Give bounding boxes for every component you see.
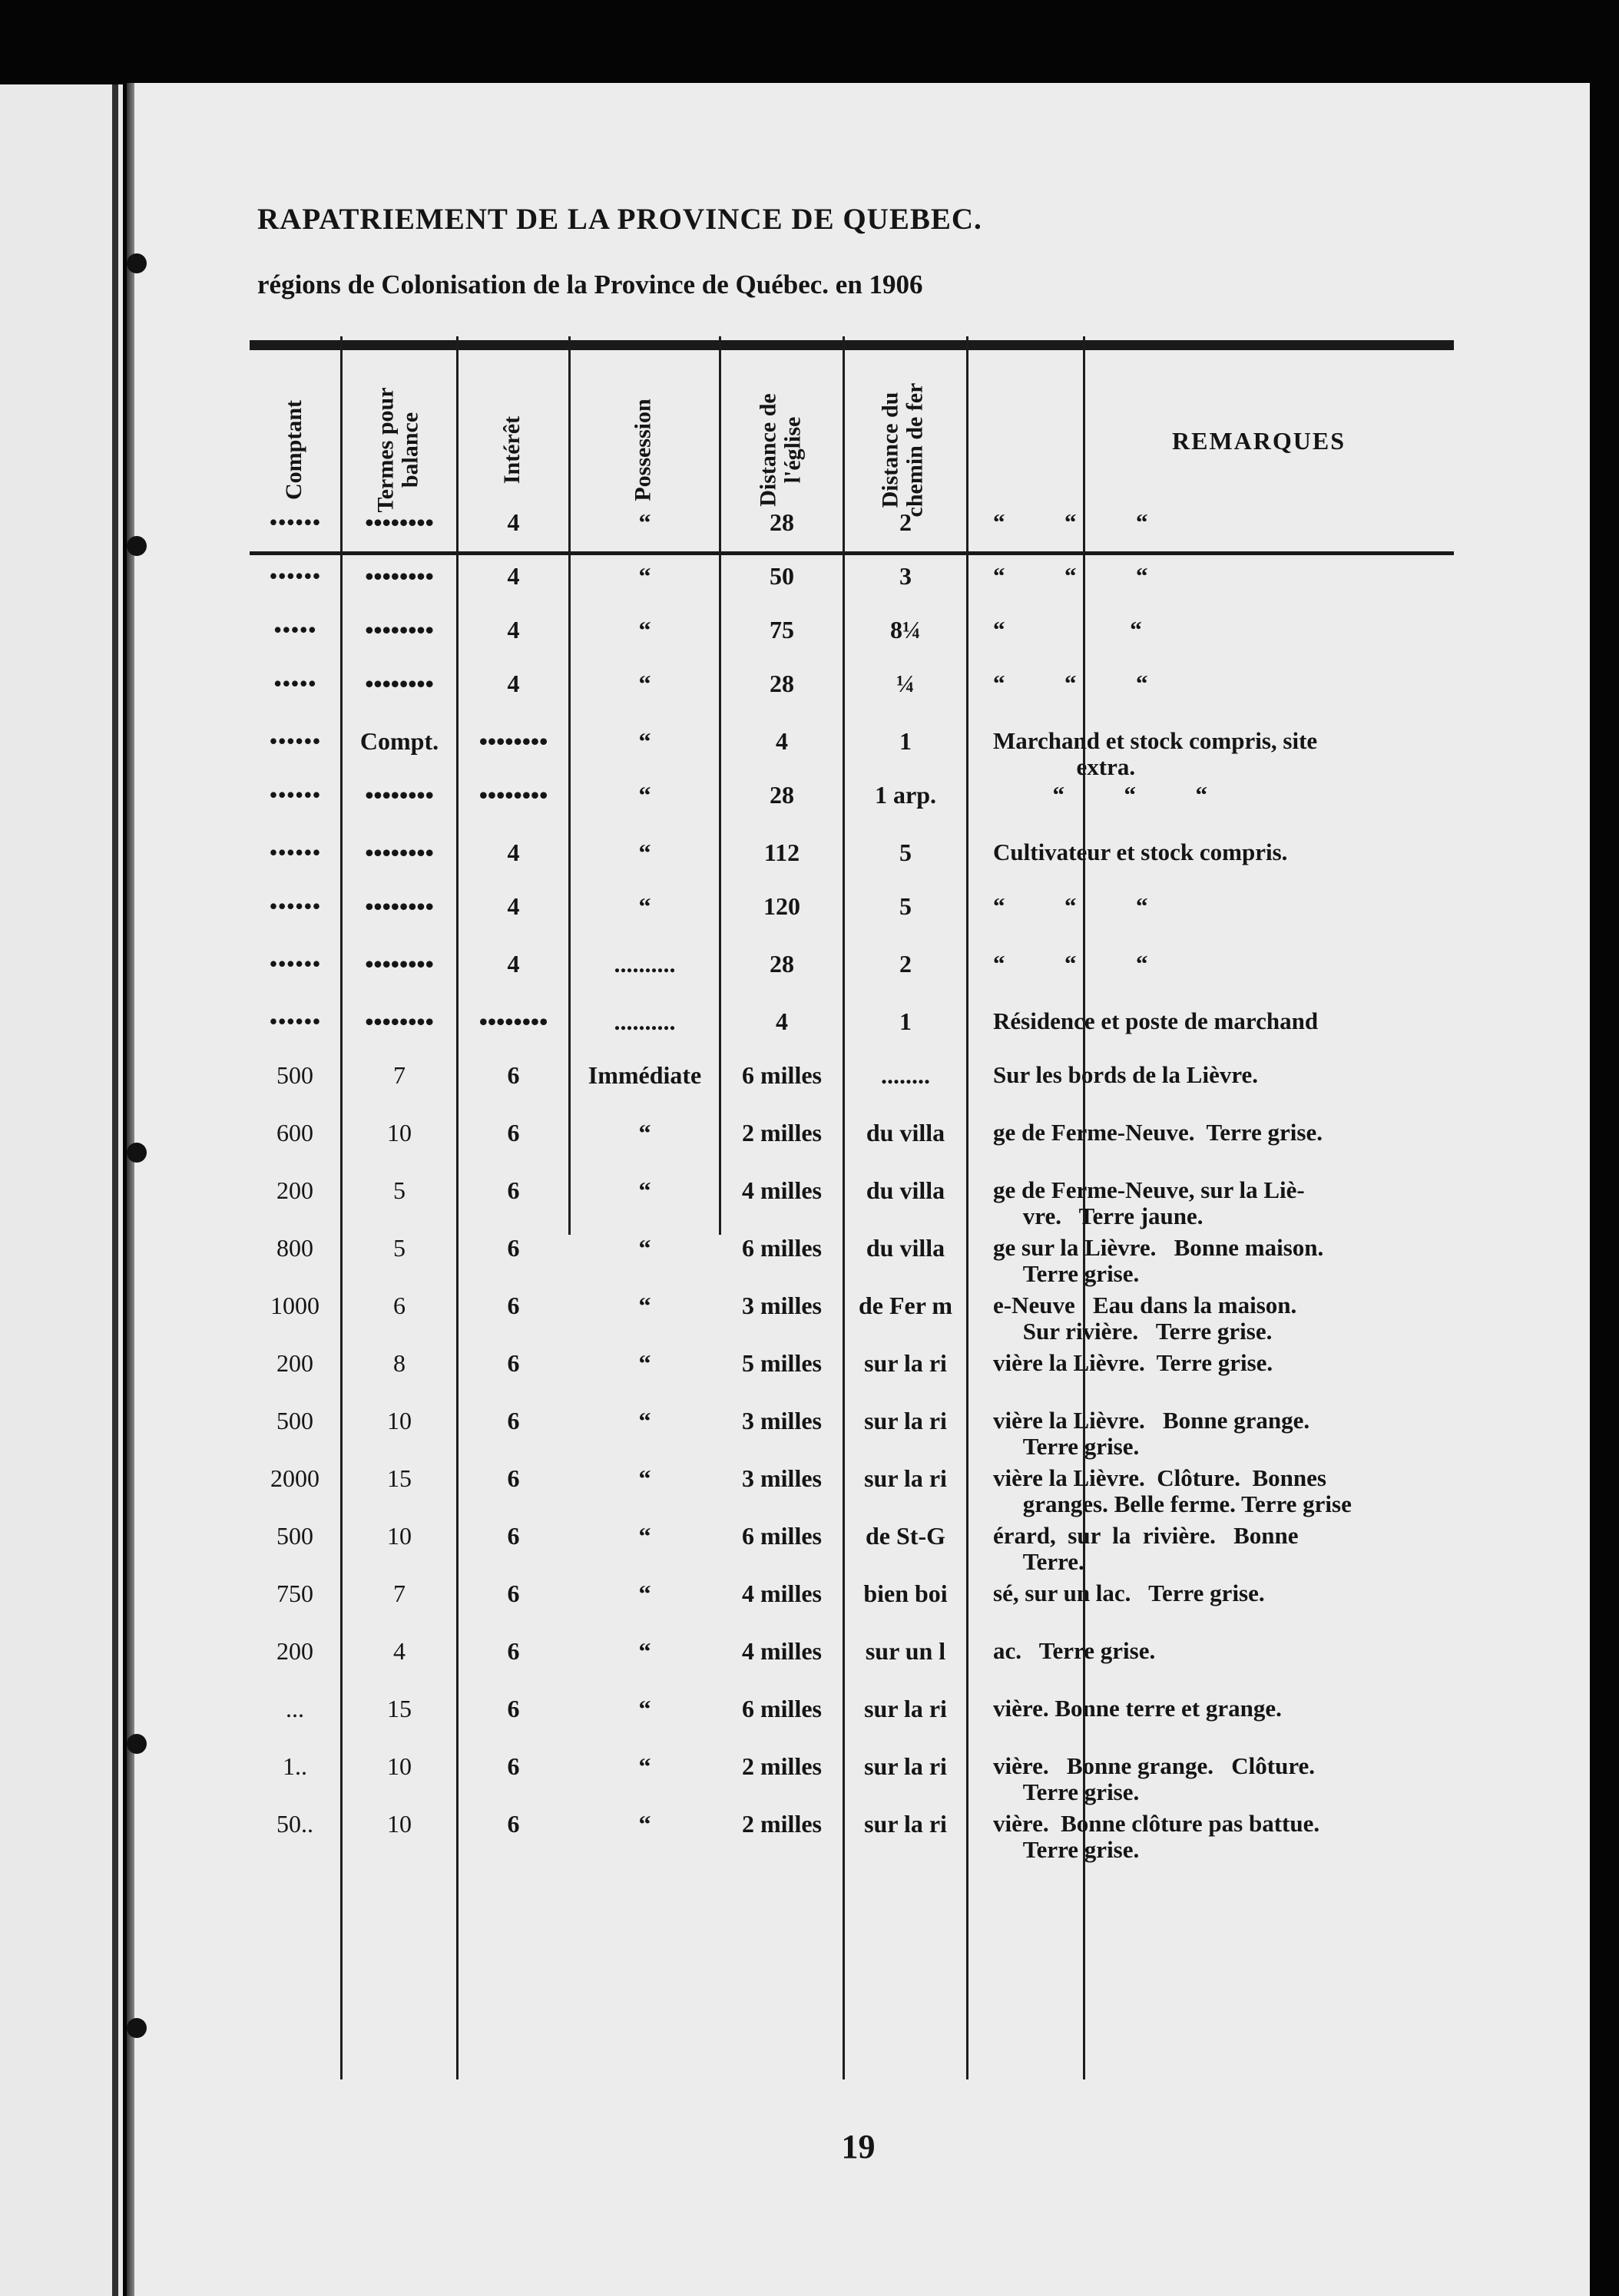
- table-cell-possession: “: [638, 508, 651, 536]
- table-cell-interet: 6: [507, 1464, 520, 1492]
- table-cell-interet: 6: [507, 1522, 520, 1550]
- table-cell-possession: “: [638, 727, 651, 755]
- binding-hole: [127, 253, 147, 273]
- table-cell-remarques: “ “ “: [993, 781, 1207, 808]
- table-cell-fer: du villa: [866, 1119, 945, 1146]
- table-cell-comptant: 1..: [283, 1752, 307, 1780]
- table-cell-remarques: Sur les bords de la Lièvre.: [993, 1061, 1259, 1088]
- table-cell-comptant: 200: [276, 1637, 313, 1665]
- table-cell-remarques: Résidence et poste de marchand: [993, 1007, 1319, 1034]
- document-page: [127, 83, 1590, 2296]
- table-cell-comptant: 500: [276, 1407, 313, 1434]
- table-cell-comptant: ••••••: [269, 839, 321, 866]
- table-cell-termes: ••••••••: [365, 1007, 434, 1035]
- table-cell-remarques: “ “ “: [993, 950, 1148, 977]
- table-cell-fer: bien boi: [863, 1580, 948, 1607]
- table-cell-remarques: vière. Bonne grange. Clôture. Terre grise.: [993, 1752, 1316, 1805]
- table-cell-eglise: 75: [770, 616, 794, 643]
- table-cell-interet: 6: [507, 1349, 520, 1377]
- table-cell-fer: 2: [899, 950, 912, 978]
- page-number: 19: [841, 2128, 876, 2165]
- column-header-label: Distance de l'église: [755, 393, 806, 507]
- table-cell-eglise: 2 milles: [742, 1752, 822, 1780]
- table-cell-fer: de St-G: [866, 1522, 945, 1550]
- table-cell-possession: “: [638, 1349, 651, 1377]
- table-cell-remarques: “ “ “: [993, 892, 1148, 919]
- table-cell-comptant: 200: [276, 1176, 313, 1204]
- table-cell-eglise: 6 milles: [742, 1234, 822, 1262]
- table-cell-fer: sur la ri: [864, 1464, 947, 1492]
- table-cell-eglise: 5 milles: [742, 1349, 822, 1377]
- table-cell-interet: 6: [507, 1695, 520, 1722]
- table-cell-eglise: 4: [776, 727, 788, 755]
- table-cell-remarques: vière. Bonne terre et grange.: [993, 1695, 1282, 1722]
- table-cell-termes: 15: [387, 1464, 412, 1492]
- table-cell-interet: 6: [507, 1407, 520, 1434]
- table-cell-possession: “: [638, 1234, 651, 1262]
- table-cell-termes: 5: [393, 1234, 406, 1262]
- table-cell-remarques: Marchand et stock compris, site extra.: [993, 727, 1318, 780]
- table-cell-termes: ••••••••: [365, 892, 434, 920]
- table-cell-eglise: 6 milles: [742, 1695, 822, 1722]
- table-cell-termes: 10: [387, 1810, 412, 1838]
- table-cell-comptant: 50..: [276, 1810, 313, 1838]
- table-cell-interet: 4: [507, 839, 520, 866]
- table-cell-interet: ••••••••: [478, 1007, 548, 1035]
- table-cell-comptant: 1000: [270, 1292, 319, 1319]
- table-cell-possession: “: [638, 562, 651, 590]
- table-cell-interet: 6: [507, 1119, 520, 1146]
- document-subtitle: régions de Colonisation de la Province de Québec. en 1906: [257, 270, 923, 299]
- binding-hole: [127, 536, 147, 556]
- table-cell-interet: 6: [507, 1810, 520, 1838]
- column-header-label: Termes pour balance: [372, 387, 423, 513]
- binding-hole: [127, 1143, 147, 1163]
- table-cell-remarques: ge sur la Lièvre. Bonne maison. Terre grise.: [993, 1234, 1324, 1287]
- table-cell-fer: 1 arp.: [875, 781, 936, 809]
- table-cell-termes: 10: [387, 1522, 412, 1550]
- table-cell-fer: 1: [899, 1007, 912, 1035]
- table-cell-termes: 5: [393, 1176, 406, 1204]
- table-cell-termes: Compt.: [359, 727, 439, 755]
- table-cell-eglise: 28: [770, 950, 794, 978]
- table-cell-interet: 6: [507, 1234, 520, 1262]
- table-cell-termes: 7: [393, 1061, 406, 1089]
- table-cell-fer: sur la ri: [864, 1810, 947, 1838]
- table-cell-possession: “: [638, 1119, 651, 1146]
- table-cell-remarques: Cultivateur et stock compris.: [993, 839, 1288, 865]
- table-cell-eglise: 50: [770, 562, 794, 590]
- table-cell-fer: sur la ri: [864, 1407, 947, 1434]
- table-cell-fer: du villa: [866, 1176, 945, 1204]
- table-cell-fer: de Fer m: [858, 1292, 953, 1319]
- table-cell-comptant: ••••••: [269, 1007, 321, 1035]
- table-cell-remarques: “ “ “: [993, 562, 1148, 589]
- table-cell-eglise: 28: [770, 781, 794, 809]
- table-cell-interet: 4: [507, 562, 520, 590]
- table-cell-comptant: ...: [286, 1695, 304, 1722]
- table-cell-termes: ••••••••: [365, 781, 434, 809]
- table-cell-termes: ••••••••: [365, 950, 434, 978]
- table-cell-termes: 8: [393, 1349, 406, 1377]
- table-cell-possession: Immédiate: [588, 1061, 702, 1089]
- table-cell-possession: “: [638, 1695, 651, 1722]
- table-cell-termes: 10: [387, 1752, 412, 1780]
- table-cell-termes: 4: [393, 1637, 406, 1665]
- table-cell-termes: 10: [387, 1119, 412, 1146]
- table-cell-possession: “: [638, 670, 651, 697]
- table-cell-interet: 4: [507, 892, 520, 920]
- table-cell-comptant: 500: [276, 1522, 313, 1550]
- table-cell-termes: ••••••••: [365, 562, 434, 590]
- table-cell-fer: sur la ri: [864, 1752, 947, 1780]
- table-cell-possession: “: [638, 1752, 651, 1780]
- table-cell-termes: ••••••••: [365, 839, 434, 866]
- table-cell-interet: 6: [507, 1061, 520, 1089]
- table-cell-eglise: 4: [776, 1007, 788, 1035]
- table-cell-remarques: “ “ “: [993, 508, 1148, 535]
- table-cell-fer: ........: [881, 1061, 930, 1089]
- table-cell-fer: 3: [899, 562, 912, 590]
- page-edge: [127, 83, 134, 2296]
- table-cell-comptant: 2000: [270, 1464, 319, 1492]
- table-cell-comptant: •••••: [273, 670, 316, 697]
- table-cell-fer: 2: [899, 508, 912, 536]
- table-cell-fer: 5: [899, 839, 912, 866]
- table-cell-remarques: vière la Lièvre. Terre grise.: [993, 1349, 1273, 1376]
- table-cell-comptant: ••••••: [269, 950, 321, 978]
- binding-hole: [127, 2018, 147, 2038]
- table-cell-interet: 4: [507, 950, 520, 978]
- column-header-label: Possession: [630, 399, 656, 501]
- table-cell-interet: 6: [507, 1752, 520, 1780]
- table-cell-possession: “: [638, 892, 651, 920]
- table-cell-termes: 7: [393, 1580, 406, 1607]
- table-cell-comptant: ••••••: [269, 892, 321, 920]
- table-cell-remarques: “ “: [993, 616, 1142, 643]
- table-cell-possession: “: [638, 1637, 651, 1665]
- table-cell-remarques: érard, sur la rivière. Bonne Terre.: [993, 1522, 1299, 1575]
- table-cell-eglise: 4 milles: [742, 1176, 822, 1204]
- table-cell-eglise: 2 milles: [742, 1119, 822, 1146]
- table-cell-interet: 6: [507, 1176, 520, 1204]
- table-cell-fer: du villa: [866, 1234, 945, 1262]
- table-cell-comptant: •••••: [273, 616, 316, 643]
- table-cell-remarques: vière. Bonne clôture pas battue. Terre grise.: [993, 1810, 1320, 1863]
- table-cell-eglise: 2 milles: [742, 1810, 822, 1838]
- table-cell-termes: ••••••••: [365, 670, 434, 697]
- table-cell-termes: 10: [387, 1407, 412, 1434]
- table-cell-fer: 8¼: [890, 616, 921, 643]
- table-cell-fer: 1: [899, 727, 912, 755]
- facing-page-strip: [0, 84, 123, 2296]
- table-cell-fer: ¼: [896, 670, 915, 697]
- document-title: RAPATRIEMENT DE LA PROVINCE DE QUEBEC.: [257, 203, 982, 236]
- table-cell-remarques: ge de Ferme-Neuve, sur la Liè- vre. Terre jaune.: [993, 1176, 1305, 1229]
- table-cell-comptant: 800: [276, 1234, 313, 1262]
- table-header-rule: [250, 551, 1454, 555]
- table-cell-comptant: ••••••: [269, 508, 321, 536]
- table-cell-possession: “: [638, 1407, 651, 1434]
- column-header-label: Intérêt: [498, 415, 525, 485]
- table-cell-interet: 4: [507, 616, 520, 643]
- table-cell-eglise: 6 milles: [742, 1522, 822, 1550]
- table-cell-remarques: ge de Ferme-Neuve. Terre grise.: [993, 1119, 1323, 1146]
- table-cell-remarques: sé, sur un lac. Terre grise.: [993, 1580, 1265, 1606]
- table-cell-fer: sur la ri: [864, 1695, 947, 1722]
- table-cell-eglise: 4 milles: [742, 1580, 822, 1607]
- binding-hole: [127, 1734, 147, 1754]
- table-cell-eglise: 112: [763, 839, 800, 866]
- table-cell-comptant: ••••••: [269, 727, 321, 755]
- table-cell-remarques: e-Neuve Eau dans la maison. Sur rivière. Terre grise.: [993, 1292, 1297, 1345]
- table-cell-comptant: 600: [276, 1119, 313, 1146]
- table-cell-possession: “: [638, 839, 651, 866]
- table-cell-remarques: “ “ “: [993, 670, 1148, 696]
- table-cell-comptant: 200: [276, 1349, 313, 1377]
- table-cell-fer: 5: [899, 892, 912, 920]
- table-cell-termes: ••••••••: [365, 616, 434, 643]
- table-cell-eglise: 4 milles: [742, 1637, 822, 1665]
- column-header-label: Distance du chemin de fer: [877, 382, 928, 518]
- column-header-label: Comptant: [280, 399, 306, 501]
- table-cell-eglise: 3 milles: [742, 1464, 822, 1492]
- table-cell-possession: “: [638, 1292, 651, 1319]
- table-cell-interet: ••••••••: [478, 781, 548, 809]
- table-cell-possession: “: [638, 1176, 651, 1204]
- table-cell-remarques: vière la Lièvre. Bonne grange. Terre grise.: [993, 1407, 1310, 1460]
- table-cell-eglise: 28: [770, 670, 794, 697]
- table-cell-interet: 4: [507, 508, 520, 536]
- table-cell-termes: 15: [387, 1695, 412, 1722]
- table-cell-termes: ••••••••: [365, 508, 434, 536]
- table-cell-eglise: 6 milles: [742, 1061, 822, 1089]
- table-cell-eglise: 3 milles: [742, 1292, 822, 1319]
- table-cell-comptant: 500: [276, 1061, 313, 1089]
- table-cell-possession: “: [638, 1810, 651, 1838]
- column-header-remarques: REMARQUES: [1171, 427, 1346, 455]
- table-cell-interet: 6: [507, 1292, 520, 1319]
- table-cell-eglise: 3 milles: [742, 1407, 822, 1434]
- table-cell-fer: sur la ri: [864, 1349, 947, 1377]
- table-cell-possession: “: [638, 1580, 651, 1607]
- table-cell-fer: sur un l: [865, 1637, 946, 1665]
- table-cell-possession: “: [638, 1522, 651, 1550]
- table-cell-interet: 6: [507, 1637, 520, 1665]
- table-cell-comptant: ••••••: [269, 781, 321, 809]
- table-cell-eglise: 28: [770, 508, 794, 536]
- column-rule: [966, 336, 968, 2079]
- table-cell-possession: “: [638, 781, 651, 809]
- table-cell-possession: ..........: [614, 1007, 676, 1035]
- table-cell-termes: 6: [393, 1292, 406, 1319]
- table-cell-possession: ..........: [614, 950, 676, 978]
- table-cell-interet: 6: [507, 1580, 520, 1607]
- table-cell-comptant: 750: [276, 1580, 313, 1607]
- table-cell-comptant: ••••••: [269, 562, 321, 590]
- book-gutter: [112, 84, 118, 2296]
- table-cell-eglise: 120: [763, 892, 800, 920]
- table-cell-remarques: ac. Terre grise.: [993, 1637, 1156, 1664]
- table-cell-remarques: vière la Lièvre. Clôture. Bonnes granges. Belle ferme. Terre grise: [993, 1464, 1352, 1517]
- table-cell-possession: “: [638, 1464, 651, 1492]
- table-cell-interet: ••••••••: [478, 727, 548, 755]
- table-top-rule: [250, 340, 1454, 350]
- table-cell-interet: 4: [507, 670, 520, 697]
- table-cell-possession: “: [638, 616, 651, 643]
